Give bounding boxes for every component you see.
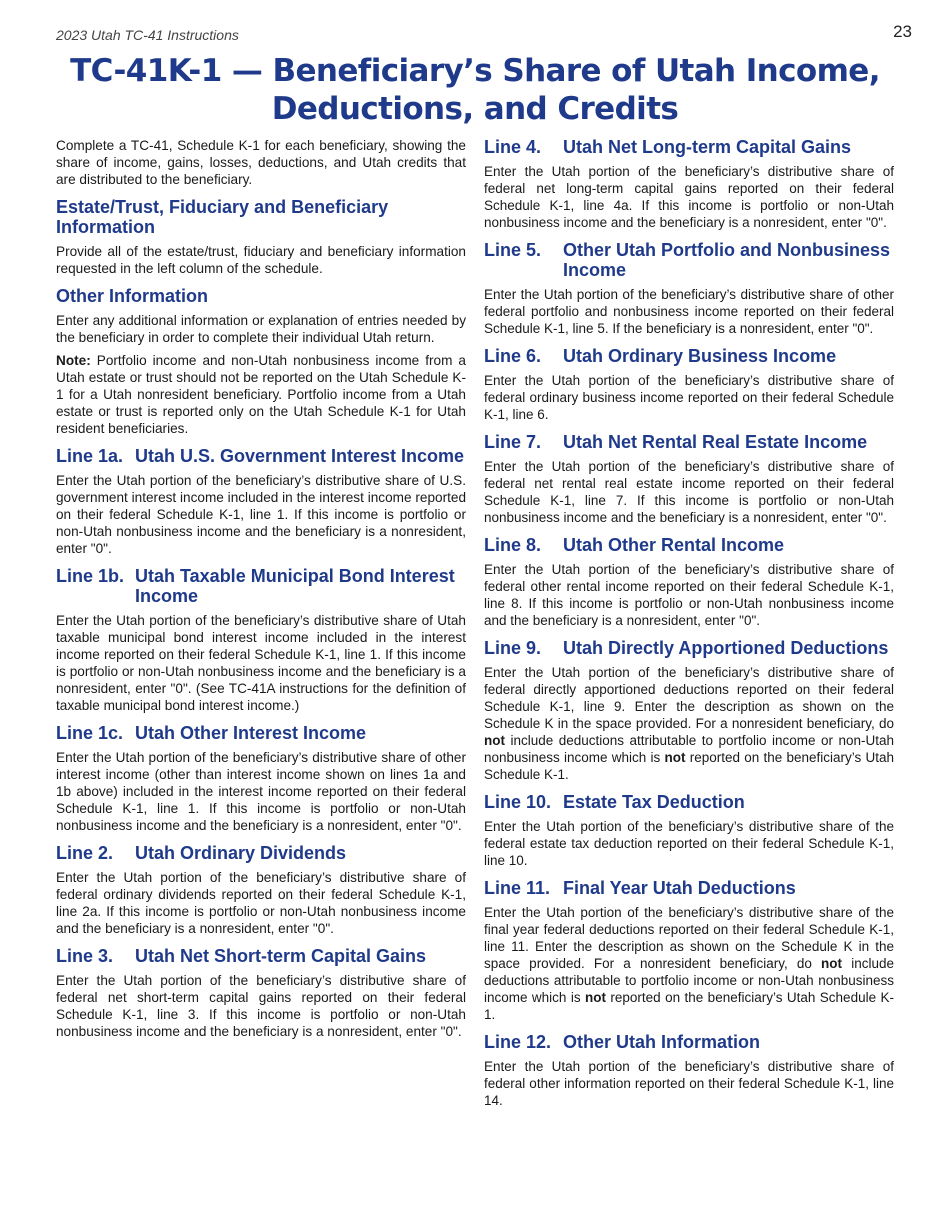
line-7-section <box>484 432 894 526</box>
running-head: 2023 Utah TC-41 Instructions <box>56 27 239 43</box>
line-9-heading <box>484 638 894 658</box>
line-9-bold-1: not <box>484 733 505 748</box>
line-7-heading <box>484 432 894 452</box>
line-11-text-c: reported on the beneficiary’s Utah Schedule K-1. <box>484 990 894 1022</box>
line-7-text: Enter the Utah portion of the beneficiary’s distributive share of federal net rental real estate income reported on their federal Schedule K-1, line 7. If this income is portfolio or non-Utah nonbusiness income and the beneficiary is a nonresident, enter "0". <box>484 459 894 525</box>
right-column <box>484 137 894 1118</box>
note-label: Note: <box>56 353 91 368</box>
line-9-section <box>484 638 894 783</box>
line-11-heading <box>484 878 894 898</box>
line-8-section <box>484 535 894 629</box>
line-11-text-a: Enter the Utah portion of the beneficiary’s distributive share of the final year federal deductions reported on their federal Schedule K-1, line 11. Enter the description as shown on the Schedule K in the space provided. For a nonresident beneficiary, do <box>484 905 894 971</box>
line-9-title: Utah Directly Apportioned Deductions <box>563 638 889 658</box>
line-1b-section <box>56 566 466 714</box>
line-11-text-b: include deductions attributable to portfolio income or non-Utah nonbusiness income which is <box>484 956 894 1005</box>
line-1a-number: Line 1a. <box>56 446 124 466</box>
line-11-bold-2: not <box>585 990 606 1005</box>
other-info-text: Enter any additional information or explanation of entries needed by the beneficiary in order to complete their individual Utah return. <box>56 313 466 345</box>
line-5-text: Enter the Utah portion of the beneficiary’s distributive share of other federal portfolio and nonbusiness income reported on their federal Schedule K-1, line 5. If the beneficiary is a nonresident, enter "0". <box>484 287 894 336</box>
line-12-number: Line 12. <box>484 1032 552 1052</box>
line-1a-title: Utah U.S. Government Interest Income <box>135 446 465 466</box>
line-11-number: Line 11. <box>484 878 551 898</box>
line-10-number: Line 10. <box>484 792 552 812</box>
line-6-heading <box>484 346 894 366</box>
line-6-section <box>484 346 894 423</box>
line-8-number: Line 8. <box>484 535 542 555</box>
line-3-number: Line 3. <box>56 946 114 966</box>
line-4-title: Utah Net Long-term Capital Gains <box>563 137 852 157</box>
estate-info-heading: Estate/Trust, Fiduciary and Beneficiary Information <box>56 197 389 237</box>
page-title <box>40 52 910 128</box>
line-4-text: Enter the Utah portion of the beneficiary’s distributive share of federal net long-term capital gains reported on their federal Schedule K-1, line 4a. If this income is portfolio or non-Utah nonbusiness income and the beneficiary is a nonresident, enter "0". <box>484 164 894 230</box>
line-10-heading <box>484 792 894 812</box>
line-1c-heading <box>56 723 466 743</box>
intro-section <box>56 137 466 188</box>
line-4-heading <box>484 137 894 157</box>
line-6-number: Line 6. <box>484 346 542 366</box>
line-11-title: Final Year Utah Deductions <box>563 878 796 898</box>
line-5-title: Other Utah Portfolio and Nonbusiness Income <box>563 240 891 280</box>
line-2-section <box>56 843 466 937</box>
line-12-title: Other Utah Information <box>563 1032 760 1052</box>
line-12-text: Enter the Utah portion of the beneficiary’s distributive share of federal other information reported on their federal Schedule K-1, line 14. <box>484 1059 894 1108</box>
other-info-section <box>56 286 466 437</box>
left-column <box>56 137 466 1049</box>
line-7-title: Utah Net Rental Real Estate Income <box>563 432 868 452</box>
line-1a-section <box>56 446 466 557</box>
line-3-title: Utah Net Short-term Capital Gains <box>135 946 427 966</box>
line-9-bold-2: not <box>664 750 686 765</box>
line-1c-section <box>56 723 466 834</box>
line-12-section <box>484 1032 894 1109</box>
line-10-text: Enter the Utah portion of the beneficiary’s distributive share of the federal estate tax deduction reported on their federal Schedule K-1, line 10. <box>484 819 894 868</box>
line-2-heading <box>56 843 466 863</box>
line-1b-text: Enter the Utah portion of the beneficiary’s distributive share of Utah taxable municipal bond interest income included in the interest income reported on their federal Schedule K-1, line 1. If this income is portfolio or non-Utah nonbusiness income and the beneficiary is a nonresident, enter "0". (See TC-41A instructions for the definition of taxable municipal bond interest income.) <box>56 613 466 713</box>
line-1c-number: Line 1c. <box>56 723 124 743</box>
line-11-text <box>484 904 894 1023</box>
line-11-section <box>484 878 894 1023</box>
line-4-number: Line 4. <box>484 137 542 157</box>
line-12-heading <box>484 1032 894 1052</box>
line-3-heading <box>56 946 466 966</box>
line-8-title: Utah Other Rental Income <box>563 535 785 555</box>
line-5-section <box>484 240 894 337</box>
line-3-section <box>56 946 466 1040</box>
page-title-line-1: TC-41K-1 — Beneficiary’s Share of Utah Income, <box>70 53 880 89</box>
line-1c-title: Utah Other Interest Income <box>135 723 367 743</box>
line-2-text: Enter the Utah portion of the beneficiary’s distributive share of federal ordinary dividends reported on their federal Schedule K-1, line 2a. If this income is portfolio or non-Utah nonbusiness income and the beneficiary is a nonresident, enter "0". <box>56 870 466 936</box>
line-9-text-c: reported on the beneficiary’s Utah Schedule K-1. <box>484 750 894 782</box>
line-9-text <box>484 664 894 783</box>
page-title-line-2: Deductions, and Credits <box>271 91 679 127</box>
note-text: Portfolio income and non-Utah nonbusiness income from a Utah estate or trust should not be reported on the Utah Schedule K-1 for a Utah nonresident beneficiary. Portfolio income from a Utah estate or trust is reported only on the Utah Schedule K-1 for Utah resident beneficiaries. <box>56 353 466 436</box>
line-8-text: Enter the Utah portion of the beneficiary’s distributive share of federal other rental income reported on their federal Schedule K-1, line 8. If this income is portfolio or non-Utah nonbusiness income and the beneficiary is a nonresident, enter "0". <box>484 562 894 628</box>
line-1b-number: Line 1b. <box>56 566 125 586</box>
line-7-number: Line 7. <box>484 432 542 452</box>
line-1a-text: Enter the Utah portion of the beneficiary’s distributive share of U.S. government interest income included in the interest income reported on their federal Schedule K-1, line 1. If this income is portfolio or non-Utah nonbusiness income and the beneficiary is a nonresident, enter "0". <box>56 473 466 556</box>
line-1b-title: Utah Taxable Municipal Bond Interest Income <box>135 566 455 606</box>
note-paragraph <box>56 352 466 437</box>
estate-info-text: Provide all of the estate/trust, fiduciary and beneficiary information requested in the left column of the schedule. <box>56 244 466 276</box>
line-8-heading <box>484 535 894 555</box>
line-10-section <box>484 792 894 869</box>
line-9-text-a: Enter the Utah portion of the beneficiary’s distributive share of federal directly apportioned deductions reported on their federal Schedule K-1, line 9. Enter the description as shown on the Schedule K in the space provided. For a nonresident beneficiary, do <box>484 665 894 731</box>
line-6-title: Utah Ordinary Business Income <box>563 346 837 366</box>
line-1c-text: Enter the Utah portion of the beneficiary’s distributive share of other interest income (other than interest income shown on lines 1a and 1b above) included in the interest income reported on their federal Schedule K-1, line 1. If this income is portfolio or non-Utah nonbusiness income and the beneficiary is a nonresident, enter "0". <box>56 750 466 833</box>
line-1a-heading <box>56 446 466 466</box>
line-11-bold-1: not <box>821 956 843 971</box>
line-2-title: Utah Ordinary Dividends <box>135 843 347 863</box>
line-3-text: Enter the Utah portion of the beneficiary’s distributive share of federal net short-term capital gains reported on their federal Schedule K-1, line 3. If this income is portfolio or non-Utah nonbusiness income and the beneficiary is a nonresident, enter "0". <box>56 973 466 1039</box>
intro-text: Complete a TC-41, Schedule K-1 for each beneficiary, showing the share of income, gains, losses, deductions, and Utah credits that are distributed to the beneficiary. <box>56 138 466 187</box>
line-5-heading <box>484 240 894 280</box>
line-9-text-b: include deductions attributable to portfolio income or non-Utah nonbusiness income which is <box>484 733 894 765</box>
line-4-section <box>484 137 894 231</box>
line-6-text: Enter the Utah portion of the beneficiary’s distributive share of federal ordinary business income reported on their federal Schedule K-1, line 6. <box>484 373 894 422</box>
other-info-heading: Other Information <box>56 286 208 306</box>
line-10-title: Estate Tax Deduction <box>563 792 745 812</box>
estate-info-section <box>56 197 466 277</box>
line-1b-heading <box>56 566 466 606</box>
page-number: 23 <box>893 22 912 41</box>
line-9-number: Line 9. <box>484 638 542 658</box>
line-2-number: Line 2. <box>56 843 114 863</box>
line-5-number: Line 5. <box>484 240 542 260</box>
